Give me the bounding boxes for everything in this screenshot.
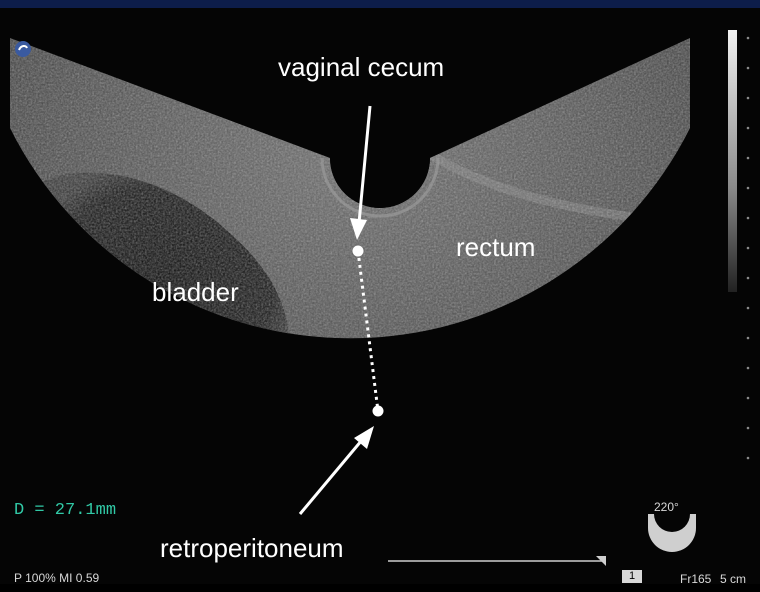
depth-scale-ticks [747,37,750,460]
frame-rate-readout: Fr165 [680,572,712,586]
gray-scale-bar [728,30,737,292]
label-bladder: bladder [152,277,239,307]
power-readout: P 100% MI 0.59 [14,571,100,585]
caliper-point-bottom [373,406,384,417]
label-vaginal-cecum: vaginal cecum [278,52,445,82]
manufacturer-logo-icon [12,38,34,60]
depth-readout: 5 cm [720,572,747,586]
caliper-point-top [353,246,364,257]
distance-readout: D = 27.1mm [14,501,117,520]
angle-readout: 220° [654,500,679,514]
frame-number-badge: 1 [622,570,642,583]
label-rectum: rectum [456,232,536,262]
arrow-retroperitoneum [300,440,362,514]
label-retroperitoneum: retroperitoneum [160,533,344,563]
